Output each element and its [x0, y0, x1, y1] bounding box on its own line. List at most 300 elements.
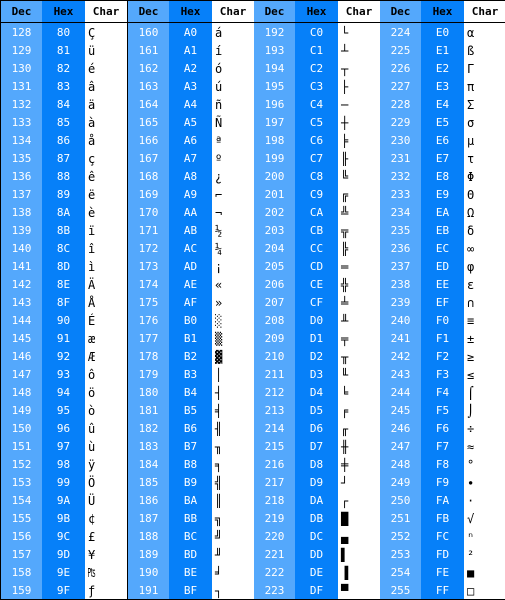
hex-cell: E3: [435, 80, 450, 93]
dec-cell: 211: [264, 368, 285, 381]
hex-cell: 84: [56, 98, 71, 111]
dec-cell: 212: [264, 386, 285, 399]
hex-cell: 8E: [56, 278, 71, 291]
hex-cell: E9: [435, 188, 450, 201]
hex-cell: BF: [183, 584, 198, 597]
chr-cell: ÿ: [88, 458, 96, 472]
chr-cell: ≈: [467, 440, 475, 454]
chr-cell: ╒: [341, 404, 349, 418]
header-divider: [254, 22, 380, 23]
dec-cell: 150: [11, 422, 32, 435]
hex-header: Hex: [180, 5, 201, 18]
hex-cell: ED: [435, 260, 450, 273]
hex-cell: E7: [435, 152, 450, 165]
dec-cell: 159: [11, 584, 32, 597]
chr-cell: ≡: [467, 314, 475, 328]
dec-cell: 180: [138, 386, 159, 399]
chr-cell: σ: [467, 116, 475, 130]
dec-cell: 141: [11, 260, 32, 273]
hex-cell: C3: [309, 80, 324, 93]
dec-cell: 243: [390, 368, 411, 381]
dec-cell: 185: [138, 476, 159, 489]
hex-cell: DF: [309, 584, 324, 597]
hex-cell: F7: [435, 440, 450, 453]
chr-cell: ║: [215, 494, 223, 508]
dec-cell: 234: [390, 206, 411, 219]
hex-cell: 86: [56, 134, 71, 147]
dec-cell: 171: [138, 224, 159, 237]
chr-cell: Ä: [88, 278, 96, 292]
hex-cell: 9C: [56, 530, 71, 543]
chr-cell: ╝: [215, 530, 223, 544]
hex-cell: B4: [183, 386, 198, 399]
dec-cell: 213: [264, 404, 285, 417]
chr-cell: ╜: [215, 548, 223, 562]
dec-cell: 199: [264, 152, 285, 165]
dec-cell: 145: [11, 332, 32, 345]
dec-column: [380, 1, 421, 599]
dec-cell: 242: [390, 350, 411, 363]
chr-cell: ▐: [341, 566, 349, 580]
dec-cell: 195: [264, 80, 285, 93]
dec-cell: 181: [138, 404, 159, 417]
dec-cell: 218: [264, 494, 285, 507]
dec-cell: 224: [390, 26, 411, 39]
chr-cell: ╪: [341, 458, 349, 472]
chr-cell: ─: [341, 98, 349, 112]
chr-cell: ╓: [341, 422, 349, 436]
chr-cell: ■: [467, 566, 475, 580]
dec-header: Dec: [264, 5, 285, 18]
dec-cell: 142: [11, 278, 32, 291]
hex-cell: FD: [435, 548, 450, 561]
hex-cell: 97: [56, 440, 71, 453]
chr-cell: ╦: [341, 224, 349, 238]
hex-cell: A4: [183, 98, 198, 111]
header-divider: [128, 22, 254, 23]
chr-cell: ß: [467, 44, 475, 58]
chr-cell: ñ: [215, 98, 223, 112]
dec-cell: 188: [138, 530, 159, 543]
hex-cell: AB: [183, 224, 198, 237]
dec-cell: 227: [390, 80, 411, 93]
hex-column: [169, 1, 212, 599]
chr-cell: ░: [215, 314, 223, 328]
hex-cell: F1: [435, 332, 450, 345]
chr-cell: ▒: [215, 332, 223, 346]
chr-cell: Φ: [467, 170, 475, 184]
hex-cell: 98: [56, 458, 71, 471]
hex-cell: D9: [309, 476, 324, 489]
dec-cell: 148: [11, 386, 32, 399]
hex-cell: 93: [56, 368, 71, 381]
dec-cell: 155: [11, 512, 32, 525]
dec-cell: 219: [264, 512, 285, 525]
dec-cell: 174: [138, 278, 159, 291]
chr-cell: ╫: [341, 440, 349, 454]
hex-cell: C8: [309, 170, 324, 183]
chr-cell: ╖: [215, 440, 223, 454]
hex-cell: 94: [56, 386, 71, 399]
chr-cell: º: [215, 152, 223, 166]
dec-cell: 208: [264, 314, 285, 327]
hex-column: [295, 1, 338, 599]
dec-cell: 207: [264, 296, 285, 309]
chr-cell: Ü: [88, 494, 96, 508]
chr-cell: ü: [88, 44, 96, 58]
hex-cell: F9: [435, 476, 450, 489]
hex-cell: B1: [183, 332, 198, 345]
header-divider: [1, 22, 127, 23]
chr-cell: ▓: [215, 350, 223, 364]
dec-cell: 231: [390, 152, 411, 165]
hex-cell: C6: [309, 134, 324, 147]
hex-cell: A5: [183, 116, 198, 129]
chr-cell: ∞: [467, 242, 475, 256]
dec-cell: 177: [138, 332, 159, 345]
hex-cell: BE: [183, 566, 198, 579]
hex-cell: BC: [183, 530, 198, 543]
chr-cell: ¿: [215, 170, 223, 184]
chr-cell: ╔: [341, 188, 349, 202]
dec-cell: 136: [11, 170, 32, 183]
chr-cell: ∙: [467, 476, 475, 490]
dec-header: Dec: [138, 5, 159, 18]
chr-cell: ≤: [467, 368, 475, 382]
chr-cell: ∩: [467, 296, 475, 310]
dec-cell: 238: [390, 278, 411, 291]
hex-cell: EE: [435, 278, 450, 291]
chr-cell: £: [88, 530, 96, 544]
hex-cell: 91: [56, 332, 71, 345]
hex-cell: FC: [435, 530, 450, 543]
hex-cell: B5: [183, 404, 198, 417]
hex-cell: CE: [309, 278, 324, 291]
dec-cell: 253: [390, 548, 411, 561]
chr-cell: ê: [88, 170, 96, 184]
hex-cell: C7: [309, 152, 324, 165]
hex-cell: F4: [435, 386, 450, 399]
hex-cell: 9E: [56, 566, 71, 579]
dec-cell: 157: [11, 548, 32, 561]
dec-cell: 166: [138, 134, 159, 147]
hex-cell: AD: [183, 260, 198, 273]
chr-cell: ╙: [341, 368, 349, 382]
hex-cell: F2: [435, 350, 450, 363]
hex-cell: 99: [56, 476, 71, 489]
dec-cell: 169: [138, 188, 159, 201]
header-divider: [380, 22, 505, 23]
dec-cell: 186: [138, 494, 159, 507]
chr-cell: ⌠: [467, 386, 475, 400]
dec-column: [128, 1, 169, 599]
dec-cell: 189: [138, 548, 159, 561]
hex-cell: B0: [183, 314, 198, 327]
hex-cell: EB: [435, 224, 450, 237]
dec-cell: 163: [138, 80, 159, 93]
hex-cell: 82: [56, 62, 71, 75]
chr-cell: ▀: [341, 584, 349, 598]
dec-cell: 178: [138, 350, 159, 363]
chr-cell: ╥: [341, 350, 349, 364]
dec-cell: 209: [264, 332, 285, 345]
dec-cell: 229: [390, 116, 411, 129]
chr-cell: Θ: [467, 188, 475, 202]
dec-cell: 151: [11, 440, 32, 453]
hex-cell: 9D: [56, 548, 71, 561]
chr-cell: ≥: [467, 350, 475, 364]
hex-cell: 8B: [56, 224, 71, 237]
hex-cell: CB: [309, 224, 324, 237]
chr-cell: ë: [88, 188, 96, 202]
dec-cell: 187: [138, 512, 159, 525]
chr-cell: ╞: [341, 134, 349, 148]
dec-cell: 216: [264, 458, 285, 471]
dec-cell: 201: [264, 188, 285, 201]
dec-cell: 202: [264, 206, 285, 219]
hex-cell: 8F: [56, 296, 71, 309]
dec-cell: 139: [11, 224, 32, 237]
dec-cell: 241: [390, 332, 411, 345]
chr-cell: á: [215, 26, 223, 40]
dec-cell: 179: [138, 368, 159, 381]
chr-cell: ½: [215, 224, 223, 238]
hex-cell: 9A: [56, 494, 71, 507]
chr-cell: ╣: [215, 476, 223, 490]
dec-cell: 255: [390, 584, 411, 597]
chr-cell: ▌: [341, 548, 349, 562]
hex-cell: 92: [56, 350, 71, 363]
hex-cell: D3: [309, 368, 324, 381]
char-header: Char: [219, 5, 247, 18]
chr-cell: ¬: [215, 206, 223, 220]
hex-cell: C5: [309, 116, 324, 129]
dec-cell: 170: [138, 206, 159, 219]
dec-cell: 235: [390, 224, 411, 237]
hex-header: Hex: [53, 5, 74, 18]
chr-cell: ⌡: [467, 404, 475, 418]
chr-cell: ┘: [341, 476, 349, 490]
dec-cell: 132: [11, 98, 32, 111]
dec-cell: 206: [264, 278, 285, 291]
dec-cell: 144: [11, 314, 32, 327]
dec-cell: 182: [138, 422, 159, 435]
chr-cell: ╚: [341, 170, 349, 184]
hex-cell: 85: [56, 116, 71, 129]
dec-cell: 147: [11, 368, 32, 381]
hex-cell: EC: [435, 242, 450, 255]
chr-cell: «: [215, 278, 223, 292]
hex-cell: AC: [183, 242, 198, 255]
hex-header: Hex: [306, 5, 327, 18]
dec-cell: 254: [390, 566, 411, 579]
chr-cell: ┤: [215, 386, 223, 400]
hex-cell: DB: [309, 512, 324, 525]
hex-cell: CC: [309, 242, 324, 255]
hex-cell: 90: [56, 314, 71, 327]
hex-cell: 89: [56, 188, 71, 201]
dec-cell: 131: [11, 80, 32, 93]
dec-cell: 137: [11, 188, 32, 201]
chr-cell: ¼: [215, 242, 223, 256]
char-header: Char: [345, 5, 373, 18]
chr-cell: Æ: [88, 350, 96, 364]
dec-cell: 192: [264, 26, 285, 39]
chr-cell: ╛: [215, 566, 223, 580]
hex-cell: DA: [309, 494, 324, 507]
chr-cell: ┬: [341, 62, 349, 76]
dec-cell: 236: [390, 242, 411, 255]
dec-cell: 247: [390, 440, 411, 453]
chr-cell: ç: [88, 152, 96, 166]
chr-cell: ╗: [215, 512, 223, 526]
hex-cell: 8A: [56, 206, 71, 219]
dec-cell: 135: [11, 152, 32, 165]
chr-cell: ╧: [341, 296, 349, 310]
hex-cell: FB: [435, 512, 450, 525]
hex-cell: BA: [183, 494, 198, 507]
hex-cell: B8: [183, 458, 198, 471]
dec-cell: 160: [138, 26, 159, 39]
chr-cell: û: [88, 422, 96, 436]
hex-cell: A7: [183, 152, 198, 165]
chr-cell: è: [88, 206, 96, 220]
hex-cell: CD: [309, 260, 324, 273]
hex-cell: FF: [435, 584, 450, 597]
chr-cell: ó: [215, 62, 223, 76]
dec-column: [1, 1, 42, 599]
chr-cell: ò: [88, 404, 96, 418]
chr-cell: ù: [88, 440, 96, 454]
chr-cell: ¥: [88, 548, 96, 562]
hex-cell: E6: [435, 134, 450, 147]
chr-cell: ⌐: [215, 188, 223, 202]
dec-cell: 228: [390, 98, 411, 111]
dec-cell: 146: [11, 350, 32, 363]
chr-cell: ì: [88, 260, 96, 274]
hex-cell: E8: [435, 170, 450, 183]
dec-cell: 158: [11, 566, 32, 579]
hex-cell: AA: [183, 206, 198, 219]
dec-cell: 173: [138, 260, 159, 273]
hex-cell: D7: [309, 440, 324, 453]
dec-cell: 252: [390, 530, 411, 543]
chr-cell: å: [88, 134, 96, 148]
hex-cell: A9: [183, 188, 198, 201]
hex-cell: E4: [435, 98, 450, 111]
hex-cell: DE: [309, 566, 324, 579]
chr-cell: ₧: [88, 566, 96, 580]
dec-cell: 210: [264, 350, 285, 363]
hex-cell: A6: [183, 134, 198, 147]
hex-cell: D2: [309, 350, 324, 363]
dec-cell: 220: [264, 530, 285, 543]
chr-cell: φ: [467, 260, 475, 274]
hex-cell: B3: [183, 368, 198, 381]
hex-cell: 9B: [56, 512, 71, 525]
dec-cell: 129: [11, 44, 32, 57]
hex-cell: B9: [183, 476, 198, 489]
hex-cell: D5: [309, 404, 324, 417]
chr-cell: ═: [341, 260, 349, 274]
dec-cell: 248: [390, 458, 411, 471]
chr-cell: τ: [467, 152, 475, 166]
char-header: Char: [471, 5, 499, 18]
chr-cell: ö: [88, 386, 96, 400]
dec-cell: 153: [11, 476, 32, 489]
chr-cell: Ñ: [215, 116, 223, 130]
dec-cell: 226: [390, 62, 411, 75]
hex-cell: A3: [183, 80, 198, 93]
chr-cell: ╨: [341, 314, 349, 328]
chr-cell: Γ: [467, 62, 475, 76]
dec-cell: 221: [264, 548, 285, 561]
dec-cell: 251: [390, 512, 411, 525]
hex-cell: B6: [183, 422, 198, 435]
hex-column: [421, 1, 464, 599]
dec-cell: 223: [264, 584, 285, 597]
chr-cell: æ: [88, 332, 96, 346]
chr-cell: ╩: [341, 206, 349, 220]
chr-cell: ·: [467, 494, 475, 508]
hex-cell: CF: [309, 296, 324, 309]
dec-cell: 194: [264, 62, 285, 75]
dec-cell: 143: [11, 296, 32, 309]
chr-cell: ╠: [341, 242, 349, 256]
chr-cell: Å: [88, 296, 96, 310]
chr-cell: ╕: [215, 458, 223, 472]
chr-cell: Ç: [88, 26, 96, 40]
hex-cell: E5: [435, 116, 450, 129]
dec-cell: 193: [264, 44, 285, 57]
chr-cell: ε: [467, 278, 475, 292]
chr-cell: â: [88, 80, 96, 94]
chr-cell: ¡: [215, 260, 223, 274]
dec-cell: 134: [11, 134, 32, 147]
hex-cell: C0: [309, 26, 324, 39]
chr-cell: î: [88, 242, 96, 256]
hex-cell: E0: [435, 26, 450, 39]
chr-cell: ²: [467, 548, 475, 562]
dec-cell: 230: [390, 134, 411, 147]
dec-cell: 198: [264, 134, 285, 147]
chr-cell: ┴: [341, 44, 349, 58]
hex-cell: D8: [309, 458, 324, 471]
dec-cell: 152: [11, 458, 32, 471]
chr-cell: »: [215, 296, 223, 310]
chr-cell: π: [467, 80, 475, 94]
dec-cell: 128: [11, 26, 32, 39]
hex-cell: 95: [56, 404, 71, 417]
dec-cell: 183: [138, 440, 159, 453]
hex-cell: AF: [183, 296, 198, 309]
chr-cell: ⁿ: [467, 530, 475, 544]
chr-column: [85, 1, 127, 599]
chr-cell: Ö: [88, 476, 96, 490]
chr-cell: ╬: [341, 278, 349, 292]
chr-cell: ä: [88, 98, 96, 112]
hex-cell: E2: [435, 62, 450, 75]
chr-cell: ┐: [215, 584, 223, 598]
hex-cell: 87: [56, 152, 71, 165]
dec-column: [254, 1, 295, 599]
dec-cell: 133: [11, 116, 32, 129]
chr-cell: É: [88, 314, 96, 328]
hex-cell: FA: [435, 494, 450, 507]
hex-cell: 80: [56, 26, 71, 39]
hex-cell: BD: [183, 548, 198, 561]
chr-cell: ┌: [341, 494, 349, 508]
